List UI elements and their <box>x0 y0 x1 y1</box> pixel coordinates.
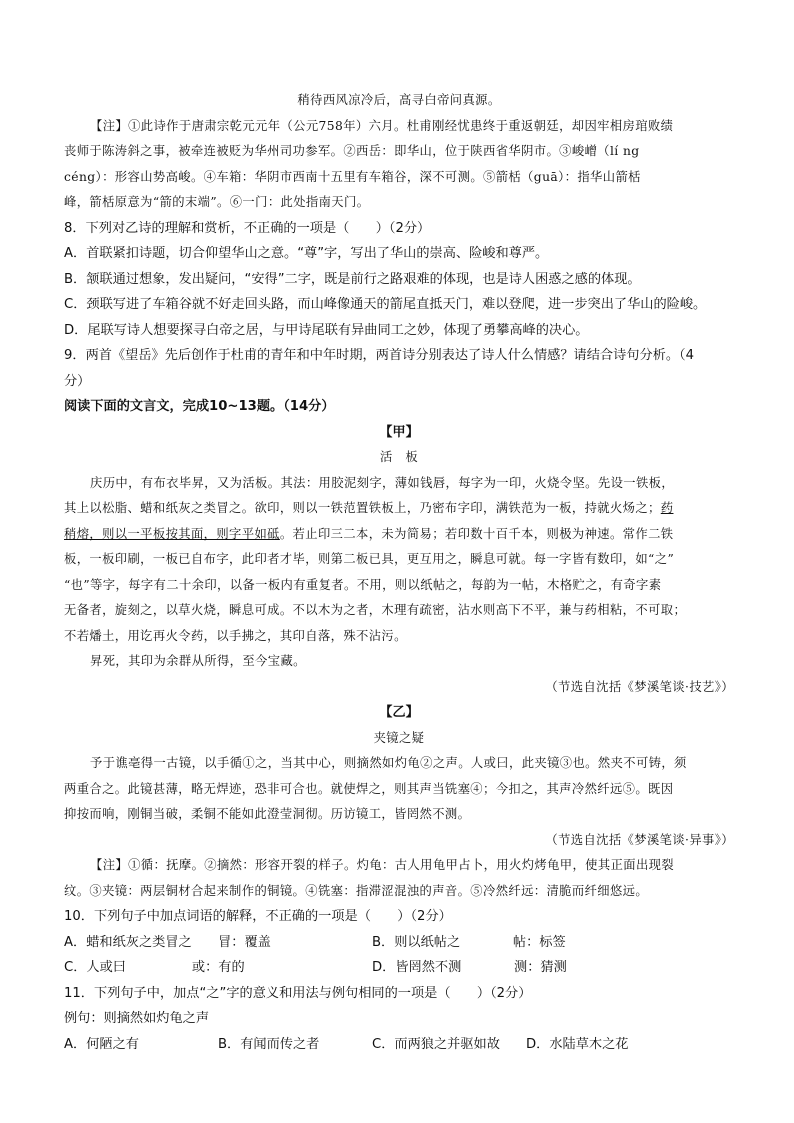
passage-line: 无备者，旋刻之，以草火烧，瞬息可成。不以木为之者，木理有疏密，沾水则高下不平，兼与药相粘，不可取； <box>64 603 687 617</box>
passage-jia <box>64 420 734 701</box>
question-stem: 9．两首《望岳》先后创作于杜甫的青年和中年时期，两首诗分别表达了诗人什么情感？请结合诗句分析。（4 <box>64 348 694 363</box>
poem-last-line: 稍待西风凉冷后，高寻白帝问真源。 <box>297 93 501 107</box>
question-stem: 10．下列句子中加点词语的解释，不正确的一项是（ ）（2分） <box>64 909 452 924</box>
note-line: 纹。③夹镜：两层铜材合起来制作的铜镜。④铣塞：指滞涩混浊的声音。⑤冷然纤远：清脆而纤细悠远。 <box>64 883 649 898</box>
passage-text: 。若止印三二本，未为简易；若印数十百千本，则极为神速。常作二铁 <box>279 526 674 541</box>
option-d: D．皆罔然不测 测：猜测 <box>372 960 567 975</box>
underlined-text: 稍熔，则以一平板按其面，则字平如砥 <box>64 526 280 541</box>
passage-title: 活 板 <box>379 450 419 464</box>
passage-title: 夹镜之疑 <box>373 730 425 745</box>
passage-yi <box>64 700 734 904</box>
underlined-text: 药 <box>660 501 674 515</box>
note-line: 【注】①循：抚摩。②摘然：形容开裂的样子。灼龟：古人用龟甲占卜，用火灼烤龟甲，使其正面出现裂 <box>90 858 675 872</box>
passage-line: 板，一板印刷，一板已自布字，此印者才毕，则第二板已具，更互用之，瞬息可就。每一字皆有数印，如“之” <box>64 552 675 566</box>
passage-line: 两重合之。此镜甚薄，略无焊迹，恐非可合也。就使焊之，则其声当铣塞④；今扣之，其声冷然纤远⑤。既因 <box>64 781 674 796</box>
passage-source: （节选自沈括《梦溪笔谈·异事》） <box>545 832 734 847</box>
option-b: B．颔联通过想象，发出疑问，“安得”二字，既是前行之路艰难的体现，也是诗人困惑之感的体现。 <box>64 271 641 287</box>
section-title: 阅读下面的文言文，完成10~13题。（14分） <box>64 399 335 414</box>
question-stem-cont: 分） <box>64 373 91 389</box>
question-stem: 8．下列对乙诗的理解和赏析，不正确的一项是（ ）（2分） <box>64 220 431 236</box>
passage-line: 不若燔土，用讫再火令药，以手拂之，其印自落，殊不沾污。 <box>64 628 407 643</box>
option-d: D．尾联写诗人想要探寻白帝之居，与甲诗尾联有异曲同工之妙，体现了勇攀高峰的决心。 <box>64 322 589 338</box>
question-stem: 11．下列句子中，加点“之”字的意义和用法与例句相同的一项是（ ）（2分） <box>64 985 532 1001</box>
question-9 <box>64 343 734 394</box>
passage-label: 【乙】 <box>379 705 419 720</box>
poem-notes <box>64 114 734 216</box>
passage-line: “也”等字，每字有二十余印，以备一板内有重复者。不用，则以纸帖之，每韵为一帖，木格贮之，有奇字素 <box>64 577 662 592</box>
passage-line: 抑按而响，刚铜当破，柔铜不能如此澄莹洞彻。历访镜工，皆罔然不测。 <box>64 807 471 821</box>
option-c: C．而两狼之并驱如故 <box>372 1036 500 1052</box>
note-line: 丧师于陈涛斜之事，被牵连被贬为华州司功参军。②西岳：即华山，位于陕西省华阴市。③峻嶒（lí ng <box>64 144 640 158</box>
passage-source: （节选自沈括《梦溪笔谈·技艺》） <box>545 679 734 694</box>
passage-line: 昇死，其印为余群从所得，至今宝藏。 <box>90 654 306 668</box>
passage-line: 予于谯亳得一古镜，以手循①之，当其中心，则摘然如灼龟②之声。人或曰，此夹镜③也。然夹不可铸，须 <box>90 756 687 770</box>
note-line: 【注】①此诗作于唐肃宗乾元元年（公元758年）六月。杜甫刚经忧患终于重返朝廷，却因牢相房琯败绩 <box>90 118 674 133</box>
option-d: D．水陆草木之花 <box>526 1036 629 1052</box>
question-11 <box>64 981 734 1058</box>
option-a: A．蜡和纸灰之类冒之 冒：覆盖 <box>64 934 271 950</box>
note-line: céng）：形容山势高峻。④车箱：华阴市西南十五里有车箱谷，深不可测。⑤箭栝（guā）：指华山箭栝 <box>64 169 641 184</box>
example-sentence: 例句：则摘然如灼龟之声 <box>64 1011 210 1026</box>
passage-line: 庆历中，有布衣毕昇，又为活板。其法：用胶泥刻字，薄如钱唇，每字为一印，火烧令坚。先设一铁板， <box>90 475 675 490</box>
option-a: A．首联紧扣诗题，切合仰望华山之意。“尊”字，写出了华山的崇高、险峻和尊严。 <box>64 246 549 261</box>
option-c: C．颈联写进了车箱谷就不好走回头路，而山峰像通天的箭尾直抵天门，难以登爬，进一步突出了华山的险峻。 <box>64 297 707 312</box>
option-row <box>64 1032 734 1058</box>
option-b: B．有闻而传之者 <box>218 1036 320 1052</box>
passage-label: 【甲】 <box>379 424 419 440</box>
exam-page <box>64 88 734 1057</box>
passage-text: 其上以松脂、蜡和纸灰之类冒之。欲印，则以一铁范置铁板上，乃密布字印，满铁范为一板，持就火炀之； <box>64 501 661 515</box>
passage-line <box>64 496 734 522</box>
option-a: A．何陋之有 <box>64 1036 139 1052</box>
option-c: C．人或曰 或：有的 <box>64 960 245 975</box>
question-8 <box>64 216 734 344</box>
option-row <box>64 930 734 956</box>
question-10 <box>64 904 734 981</box>
option-row <box>64 955 734 981</box>
option-b: B．则以纸帖之 帖：标签 <box>372 934 566 950</box>
passage-line <box>64 522 734 548</box>
note-line: 峰，箭栝原意为“箭的末端”。⑥一门：此处指南天门。 <box>64 195 370 209</box>
